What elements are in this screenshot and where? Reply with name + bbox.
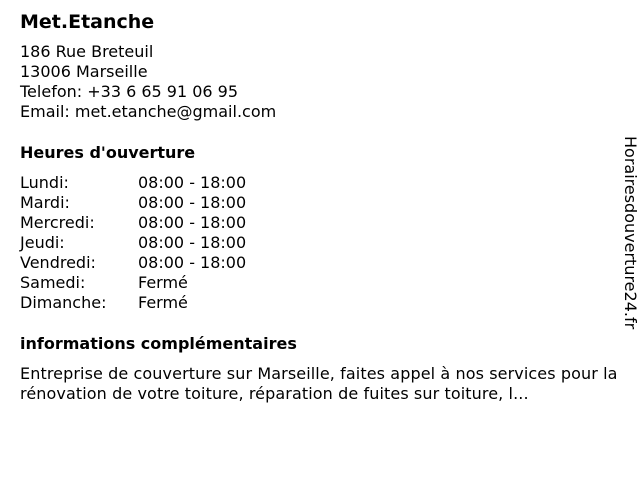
- hours-time: Fermé: [138, 273, 188, 292]
- phone-number: Telefon: +33 6 65 91 06 95: [20, 82, 239, 101]
- hours-time: 08:00 - 18:00: [138, 173, 247, 192]
- hours-day: Vendredi:: [20, 253, 96, 272]
- hours-row-sunday: [20, 293, 620, 313]
- email-address: Email: met.etanche@gmail.com: [20, 102, 277, 121]
- hours-row-wednesday: [20, 213, 620, 233]
- hours-day: Dimanche:: [20, 293, 107, 312]
- hours-day: Mercredi:: [20, 213, 95, 232]
- hours-time: 08:00 - 18:00: [138, 213, 247, 232]
- hours-row-saturday: [20, 273, 620, 293]
- hours-row-friday: [20, 253, 620, 273]
- business-card: [20, 10, 620, 404]
- hours-row-thursday: [20, 233, 620, 253]
- business-description: Entreprise de couverture sur Marseille, faites appel à nos services pour la rénovation de votre toiture, réparation de fuites sur toiture, l...: [20, 364, 618, 403]
- address-city: 13006 Marseille: [20, 62, 148, 81]
- hours-time: 08:00 - 18:00: [138, 253, 247, 272]
- hours-time: 08:00 - 18:00: [138, 193, 247, 212]
- opening-hours-title: Heures d'ouverture: [20, 143, 196, 162]
- hours-day: Jeudi:: [20, 233, 65, 252]
- hours-time: 08:00 - 18:00: [138, 233, 247, 252]
- opening-hours-table: [20, 173, 620, 313]
- hours-time: Fermé: [138, 293, 188, 312]
- additional-info-title: informations complémentaires: [20, 334, 297, 353]
- hours-day: Samedi:: [20, 273, 86, 292]
- address-street: 186 Rue Breteuil: [20, 42, 154, 61]
- hours-day: Lundi:: [20, 173, 69, 192]
- hours-row-tuesday: [20, 193, 620, 213]
- hours-row-monday: [20, 173, 620, 193]
- business-name: Met.Etanche: [20, 11, 155, 33]
- site-watermark-label: Horairesdouverture24.fr: [621, 136, 640, 330]
- hours-day: Mardi:: [20, 193, 70, 212]
